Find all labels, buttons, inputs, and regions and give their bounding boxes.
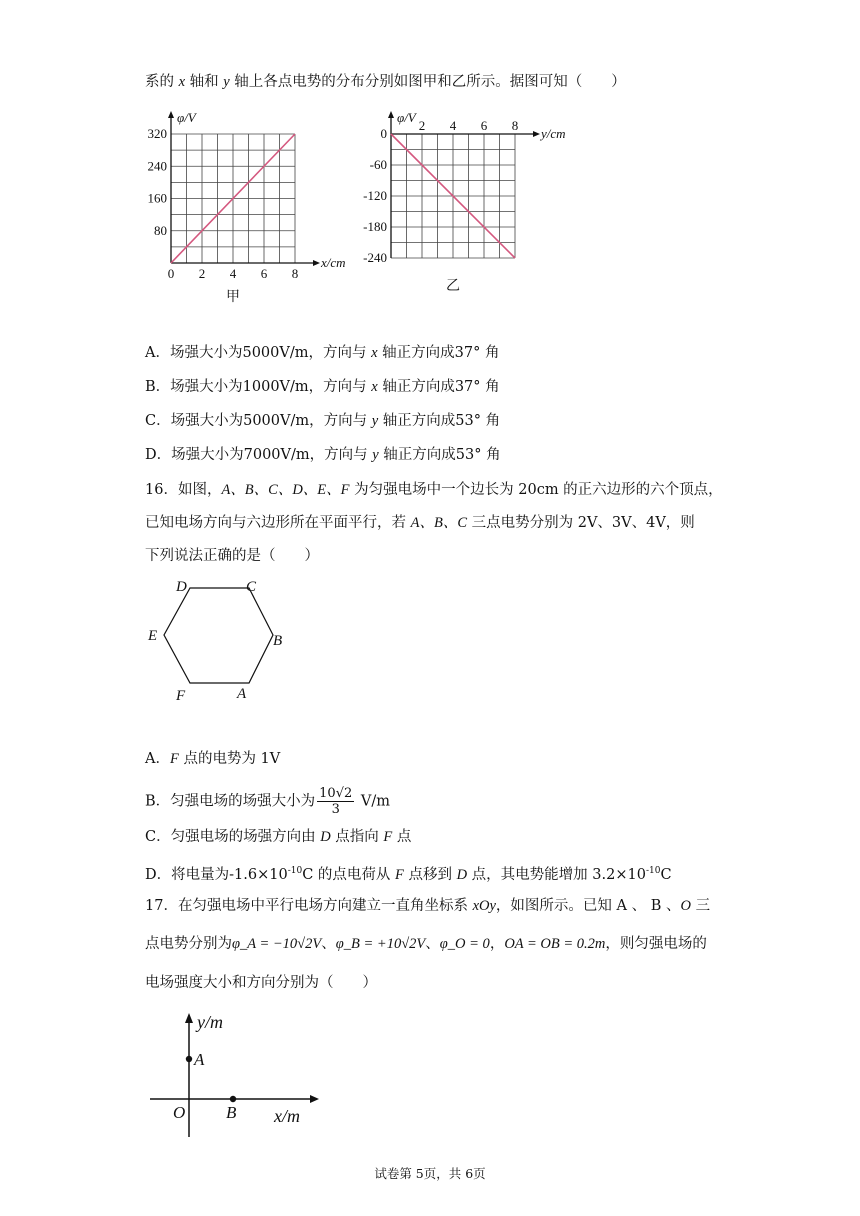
q15-option-a: A．场强大小为5000V/m，方向与 x 轴正方向成37° 角: [145, 345, 500, 361]
q15-option-b: B．场强大小为1000V/m，方向与 x 轴正方向成37° 角: [145, 379, 500, 395]
point-a-label: A: [194, 1050, 205, 1069]
q15-option-c: C．场强大小为5000V/m，方向与 y 轴正方向成53° 角: [145, 413, 501, 429]
y-tick-label: -120: [363, 188, 387, 203]
x-tick-label: 4: [229, 266, 237, 281]
y-tick-label: -60: [369, 157, 387, 172]
y-tick-label: 160: [147, 190, 167, 206]
page-footer: 试卷第 5页，共 6页: [374, 1166, 486, 1181]
x-tick-label: 2: [418, 118, 426, 133]
x-tick-label: 4: [449, 118, 457, 133]
y-axis-arrow: [185, 1013, 193, 1023]
q16-stem-line1: 16．如图，A、B、C、D、E、F 为匀强电场中一个边长为 20cm 的正六边形的六个顶点，: [145, 482, 723, 498]
q16-option-d: D．将电量为$-1.6\times 10^{-10}C$ 的点电荷从 F 点移到 D 点，其电势能增加 $3.2\times 10^{-10}C$: [145, 866, 672, 883]
x-tick-label: 6: [480, 118, 488, 133]
chart-caption: 甲: [226, 290, 240, 305]
x-axis-label: y/cm: [541, 126, 566, 141]
hex-label-b: B: [273, 633, 283, 649]
y-tick-label: 0: [380, 126, 387, 141]
y-tick-label: -180: [363, 219, 387, 234]
q15-option-d: D．场强大小为7000V/m，方向与 y 轴正方向成53° 角: [145, 447, 501, 463]
fraction: $\frac{10√2}{3}$: [319, 786, 353, 817]
origin-label: O: [173, 1103, 186, 1122]
y-axis-arrow: [168, 111, 174, 118]
y-axis-label: φ/V: [397, 110, 416, 125]
hex-label-f: F: [176, 688, 186, 704]
y-axis-label: y/m: [197, 1012, 223, 1032]
y-axis-label: φ/V: [177, 110, 196, 125]
q17-stem-line3: 电场强度大小和方向分别为（ ）: [145, 975, 377, 991]
q16-stem-line2: 已知电场方向与六边形所在平面平行，若 A、B、C 三点电势分别为 2V、3V、4V，则: [145, 515, 695, 531]
x-tick-label: 8: [511, 118, 519, 133]
hexagon-figure: [140, 572, 290, 702]
x-tick-label: 8: [291, 266, 299, 281]
q15-stem: 系的 x 轴和 y 轴上各点电势的分布分别如图甲和乙所示。据图可知（ ）: [145, 74, 626, 90]
chart-yi: [350, 100, 580, 300]
hexagon-shape: [164, 588, 273, 683]
hex-label-e: E: [148, 628, 158, 644]
chart-jia: [140, 100, 346, 305]
y-axis-arrow: [388, 111, 394, 118]
q17-stem-line2: 点电势分别为φ_A = −10√2V、φ_B = +10√2V、φ_O = 0，OA = OB = 0.2m，则匀强电场的: [145, 936, 707, 952]
coordinate-figure: [145, 1005, 325, 1145]
x-tick-label: 2: [198, 266, 206, 281]
x-axis-label: x/cm: [321, 255, 346, 270]
hex-label-a: A: [237, 686, 247, 702]
x-axis-arrow: [310, 1095, 319, 1103]
y-tick-label: 240: [147, 158, 167, 174]
x-axis-arrow: [313, 260, 320, 266]
q16-stem-line3: 下列说法正确的是（ ）: [145, 548, 319, 564]
hex-label-c: C: [246, 579, 257, 595]
x-axis-label: x/m: [274, 1106, 300, 1126]
x-tick-label: 0: [167, 266, 175, 281]
y-tick-label: 80: [154, 222, 167, 238]
chart-caption: 乙: [446, 279, 460, 294]
q17-stem-line1: 17．在匀强电场中平行电场方向建立一直角坐标系 xOy，如图所示。已知 A 、 B 、O 三: [145, 898, 711, 914]
q16-option-b: B．匀强电场的场强大小为 $\frac{10√2}{3}$ V/m: [145, 786, 390, 817]
q16-option-a: A．F 点的电势为 1V: [145, 751, 281, 767]
x-tick-label: 6: [260, 266, 268, 281]
hex-label-d: D: [176, 579, 187, 595]
y-tick-label: -240: [363, 250, 387, 265]
point-b: [230, 1096, 236, 1102]
point-a: [186, 1056, 192, 1062]
point-b-label: B: [226, 1103, 237, 1122]
x-axis-arrow: [533, 131, 540, 137]
y-tick-label: 320: [147, 126, 167, 141]
q16-option-c: C．匀强电场的场强方向由 D 点指向 F 点: [145, 829, 412, 845]
